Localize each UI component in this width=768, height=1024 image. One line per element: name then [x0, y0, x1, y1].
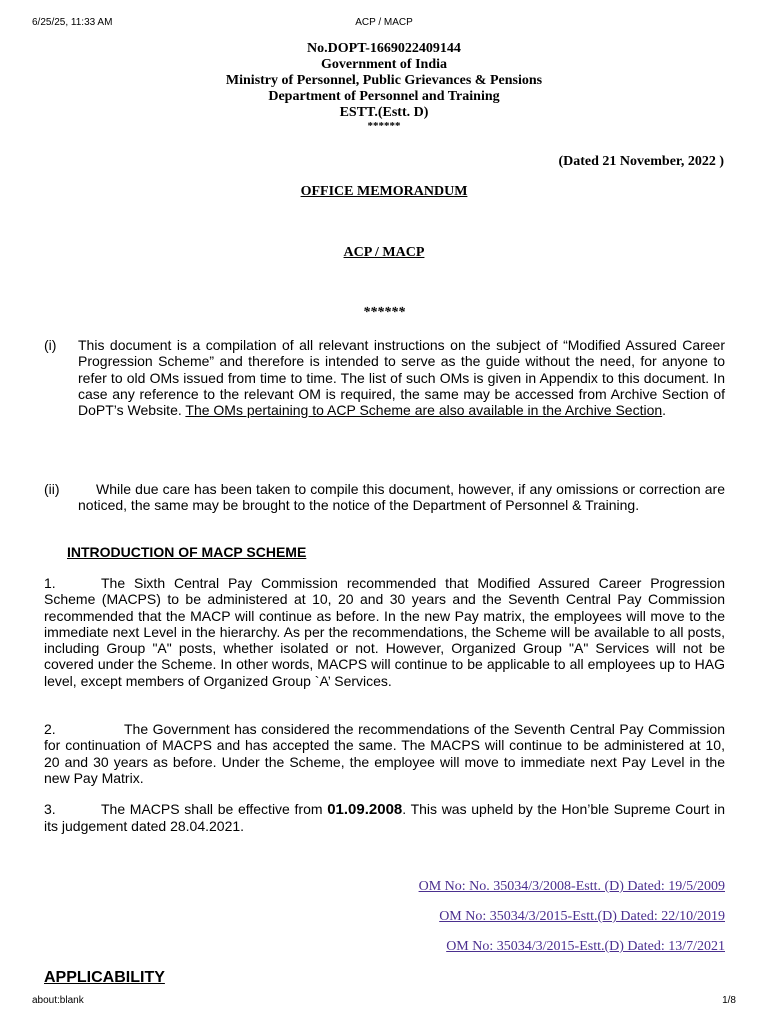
reference-number: No.DOPT-1669022409144	[307, 41, 461, 56]
point-text-end: . This was upheld by the Hon’ble Supreme Court in its judgement dated 28.04.2021.	[44, 801, 725, 835]
point-2	[44, 721, 725, 786]
print-footer	[32, 995, 736, 1009]
paragraph-ii	[44, 481, 725, 514]
paragraph-number: (i)	[44, 337, 57, 353]
print-header	[32, 17, 736, 31]
om-link-2021[interactable]: OM No: 35034/3/2015-Estt.(D) Dated: 13/7/2021	[446, 939, 725, 954]
paragraph-number: (ii)	[44, 481, 60, 497]
paragraph-text: This document is a compilation of all relevant instructions on the subject of “Modified Assured Career Progression Scheme” and therefore is intended to serve as the guide without the need, for anyone to refer to old OMs issued from time to time. The list of such OMs is given in Appendix to this document. In case any reference to the relevant OM is required, the same may be accessed from Archive Section of DoPT’s Website.	[78, 337, 725, 419]
point-number: 3.	[44, 801, 56, 817]
point-3	[44, 801, 725, 835]
om-link-2019[interactable]: OM No: 35034/3/2015-Estt.(D) Dated: 22/10/2019	[439, 909, 725, 924]
paragraph-i	[44, 337, 725, 418]
point-number: 1.	[44, 575, 56, 591]
point-text: The Sixth Central Pay Commission recommended that Modified Assured Career Progression Scheme (MACPS) to be administered at 10, 20 and 30 years and the Seventh Central Pay Commission recommended that the MACP will continue as before. In the new Pay matrix, the employees will move to the immediate next Level in the hierarchy. As per the recommendations, the Scheme will be available to all posts, including Group "A" posts, whether isolated or not. However, Organized Group "A" Services will not be covered under the Scheme. In other words, MACPS will continue to be applicable to all employees up to HAG level, except members of Organized Group `A’ Services.	[44, 575, 725, 689]
om-link-2009[interactable]: OM No: No. 35034/3/2008-Estt. (D) Dated: 19/5/2009	[418, 879, 725, 894]
letterhead-department: Department of Personnel and Training	[268, 89, 500, 104]
letterhead-government: Government of India	[321, 57, 447, 72]
applicability-heading: APPLICABILITY	[44, 969, 165, 986]
point-text: The MACPS shall be effective from	[101, 801, 328, 817]
effective-date: 01.09.2008	[327, 801, 403, 818]
point-1	[44, 575, 725, 689]
paragraph-body	[78, 337, 725, 418]
print-timestamp: 6/25/25, 11:33 AM	[32, 17, 113, 28]
document-date: (Dated 21 November, 2022 )	[558, 154, 724, 169]
paragraph-end: .	[662, 402, 667, 419]
archive-note: The OMs pertaining to ACP Scheme are also available in the Archive Section	[185, 402, 663, 419]
letterhead-ministry: Ministry of Personnel, Public Grievances & Pensions	[225, 73, 543, 88]
office-memorandum-title: OFFICE MEMORANDUM	[300, 184, 468, 199]
point-text: The Government has considered the recommendations of the Seventh Central Pay Commission for continuation of MACPS and has accepted the same. The MACPS will continue to be administered at 10, 20 and 30 years as before. Under the Scheme, the employee will move to immediate next Pay Level in the new Pay Matrix.	[44, 721, 725, 786]
letterhead-section: ESTT.(Estt. D)	[339, 105, 429, 120]
separator-stars: ******	[363, 305, 405, 320]
print-title: ACP / MACP	[355, 17, 413, 28]
subject-title: ACP / MACP	[343, 245, 425, 260]
print-url: about:blank	[32, 995, 84, 1006]
letterhead	[0, 41, 768, 131]
intro-heading: INTRODUCTION OF MACP SCHEME	[67, 544, 307, 560]
point-number: 2.	[44, 721, 56, 737]
letterhead-stars: ******	[367, 120, 401, 132]
paragraph-body: While due care has been taken to compile this document, however, if any omissions or correction are noticed, the same may be brought to the notice of the Department of Personnel & Training.	[78, 481, 725, 514]
page-number: 1/8	[722, 995, 736, 1006]
